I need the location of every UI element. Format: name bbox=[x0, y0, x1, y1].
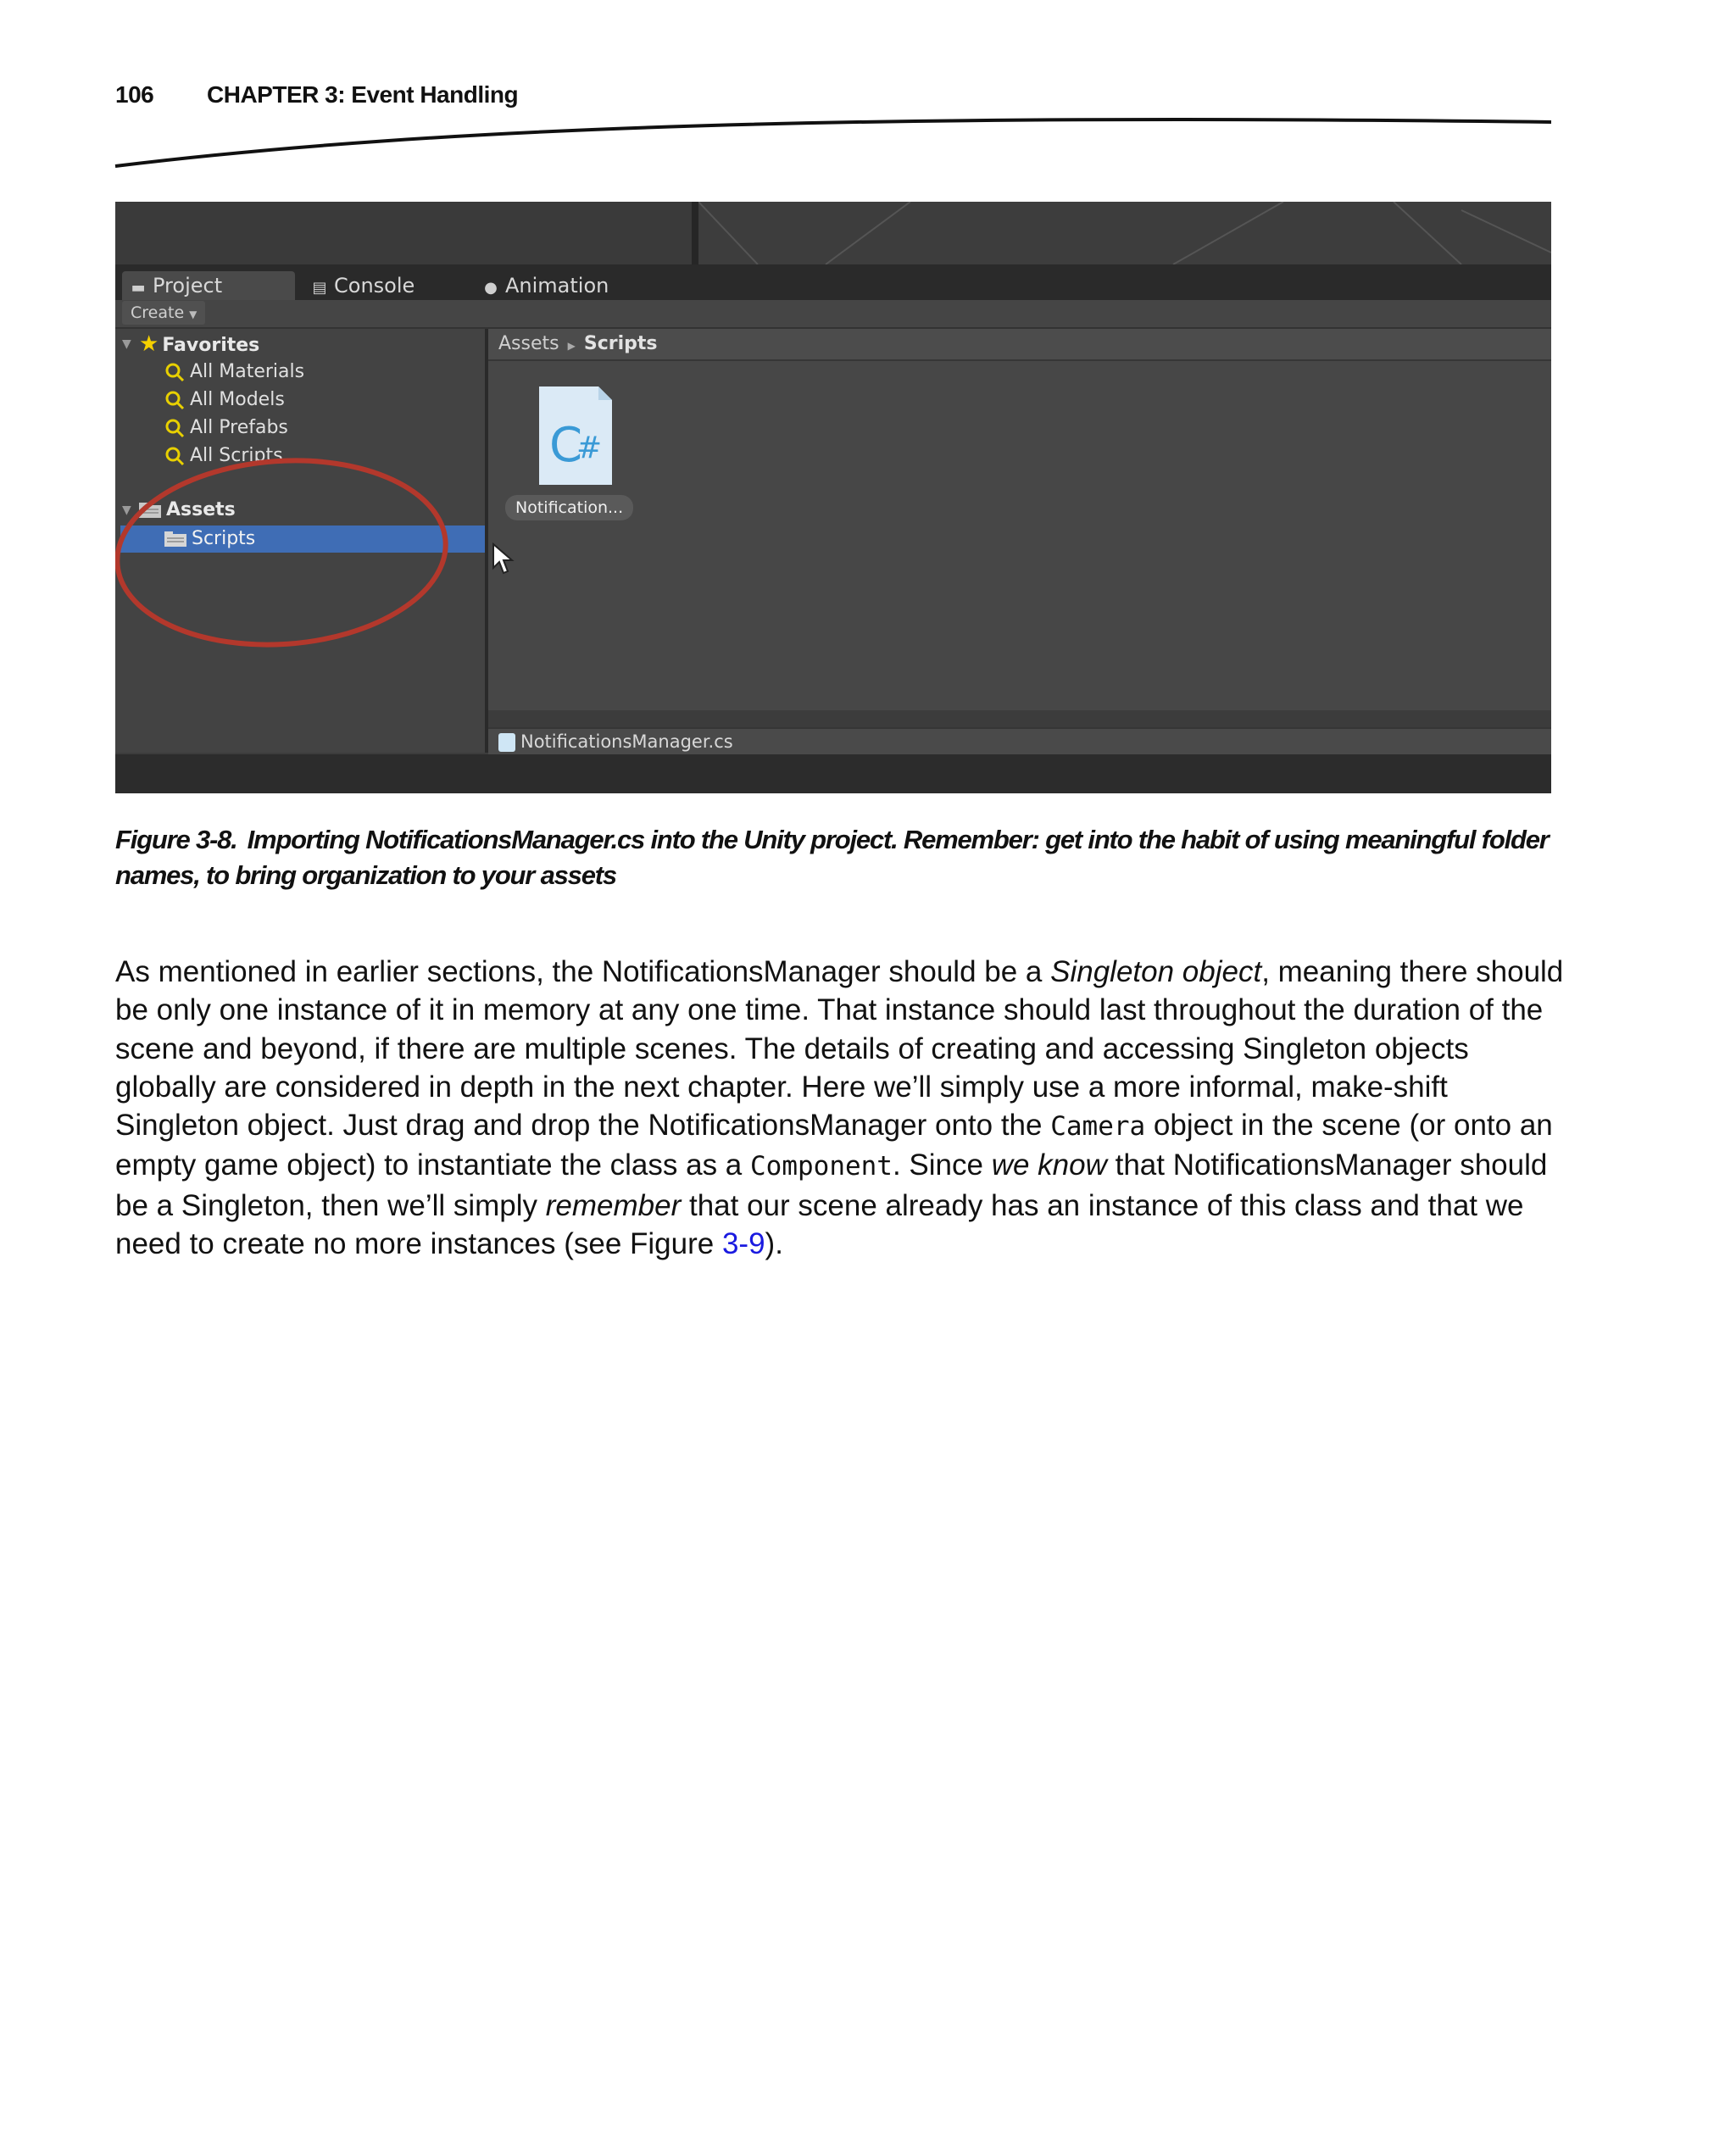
folder-icon: ▬ bbox=[131, 279, 146, 297]
expand-triangle-icon[interactable]: ▼ bbox=[122, 503, 131, 517]
caption-text: Importing NotificationsManager.cs into the Unity project. Remember: get into the habit of using meaningful folder names, to bring organization to your assets bbox=[115, 825, 1549, 890]
caption-label: Figure 3-8. bbox=[115, 825, 237, 854]
bottom-bar bbox=[115, 754, 1551, 793]
unity-screenshot bbox=[115, 202, 1551, 793]
code-component: Component bbox=[750, 1151, 893, 1182]
emphasis-remember: remember bbox=[545, 1188, 682, 1222]
console-icon: ▤ bbox=[312, 279, 327, 297]
expand-triangle-icon[interactable]: ▼ bbox=[122, 337, 131, 351]
clock-icon: ● bbox=[484, 279, 498, 297]
mouse-cursor-icon bbox=[492, 542, 515, 576]
dropdown-arrow-icon: ▼ bbox=[189, 309, 198, 320]
tree-assets[interactable]: Assets bbox=[139, 497, 236, 524]
breadcrumb bbox=[498, 331, 657, 358]
tab-console[interactable]: ▤ Console bbox=[307, 271, 415, 300]
search-icon bbox=[164, 418, 185, 438]
panel-divider-top bbox=[692, 202, 698, 264]
svg-text:C: C bbox=[549, 418, 583, 473]
star-icon: ★ bbox=[139, 331, 159, 357]
toolbar bbox=[115, 300, 1551, 329]
asset-file-label[interactable]: Notification... bbox=[505, 495, 633, 520]
figure-caption bbox=[115, 822, 1556, 893]
chapter-title: CHAPTER 3: Event Handling bbox=[207, 81, 519, 108]
breadcrumb-root[interactable]: Assets bbox=[498, 333, 559, 354]
hierarchy-strip bbox=[115, 202, 692, 264]
csharp-script-icon[interactable] bbox=[534, 385, 615, 487]
breadcrumb-current[interactable]: Scripts bbox=[583, 333, 658, 354]
figure-link[interactable]: 3-9 bbox=[721, 1227, 765, 1261]
chevron-right-icon: ▶ bbox=[567, 340, 576, 352]
search-icon bbox=[164, 390, 185, 410]
tree-item-all-prefabs[interactable]: All Prefabs bbox=[164, 414, 288, 442]
highlight-ellipse bbox=[115, 456, 471, 659]
csharp-file-icon bbox=[498, 733, 515, 752]
scene-grid-lines bbox=[698, 202, 1551, 264]
search-icon bbox=[164, 362, 185, 382]
asset-grid bbox=[488, 361, 1551, 710]
tab-animation[interactable]: ● Animation bbox=[478, 271, 609, 300]
emphasis-singleton-object: Singleton object bbox=[1050, 955, 1262, 988]
tree-favorites[interactable]: ★ Favorites bbox=[139, 331, 260, 357]
status-file: NotificationsManager.cs bbox=[498, 729, 733, 754]
header-rule bbox=[110, 108, 1568, 176]
tree-item-all-scripts[interactable]: All Scripts bbox=[164, 442, 283, 470]
svg-text:#: # bbox=[576, 431, 603, 465]
create-button[interactable]: Create ▼ bbox=[122, 301, 205, 325]
tree-item-all-models[interactable]: All Models bbox=[164, 386, 285, 414]
page-number: 106 bbox=[115, 81, 154, 108]
emphasis-we-know: we know bbox=[991, 1148, 1107, 1182]
body-paragraph: As mentioned in earlier sections, the NotificationsManager should be a Singleton object, meaning there should be only one instance of it in memory at any one time. That instance should last throughout the duration of the scene and beyond, if there are multiple scenes. The details of creating and accessing Singleton objects globally are considered in depth in the next chapter. Here we’ll simply use a more informal, make-shift Singleton object. Just drag and drop the NotificationsManager onto the Camera object in the scene (or onto an empty game object) to instantiate the class as a Component. Since we know that NotificationsManager should be a Singleton, then we’ll simply remember that our scene already has an instance of this class and that we need to create no more instances (see Figure 3-9). bbox=[115, 955, 1564, 1261]
tree-item-scripts[interactable]: Scripts bbox=[164, 526, 255, 553]
code-camera: Camera bbox=[1050, 1111, 1146, 1143]
tree-item-all-materials[interactable]: All Materials bbox=[164, 359, 304, 386]
tab-project[interactable]: ▬ Project bbox=[122, 271, 295, 300]
